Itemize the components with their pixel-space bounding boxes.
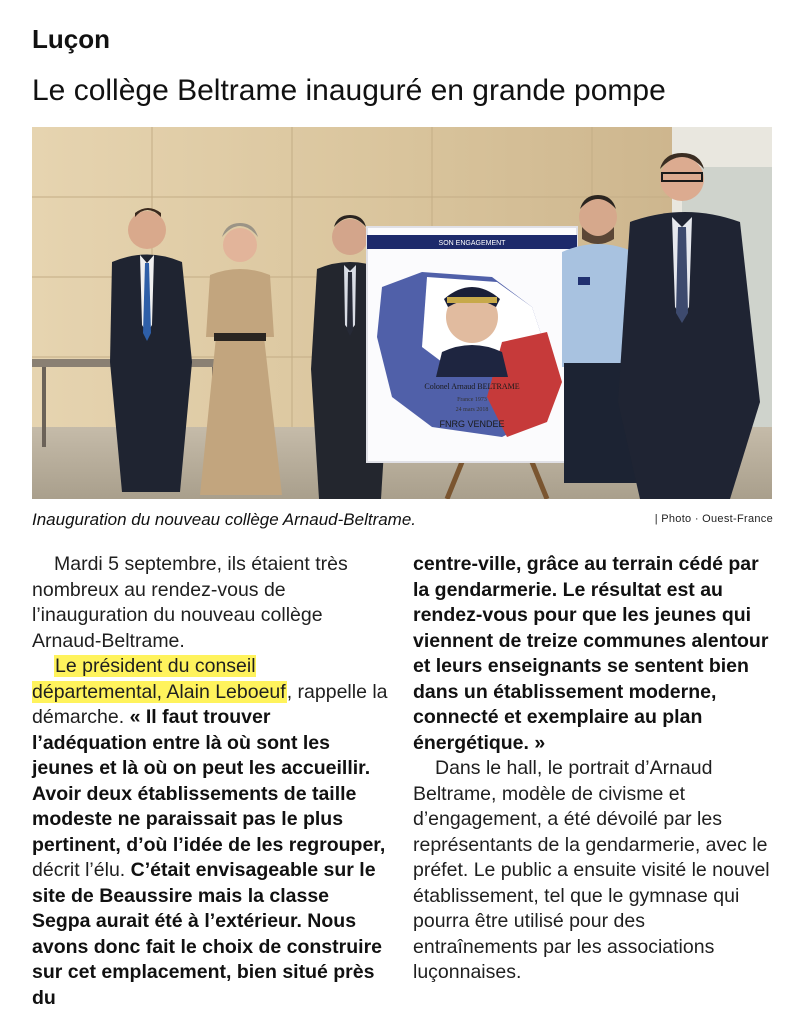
highlighted-text: Le président du conseil départemental, Alain Leboeuf xyxy=(32,655,286,703)
paragraph-4: Dans le hall, le portrait d’Arnaud Beltrame, modèle de civisme et d’engagement, a été dévoilé par les représentants de la gendarmerie, avec le préfet. Le public a ensuite visité le nouvel établissement, tel que le gymnase qui pourra être utilisé pour des entraînements par les associations luçonnaises. xyxy=(413,757,770,983)
paragraph-2-text-2: décrit l’élu. xyxy=(32,859,131,881)
article-column-right xyxy=(413,552,773,986)
poster-date-2: 24 mars 2018 xyxy=(455,407,489,413)
quote-1: « Il faut trouver l’adéquation entre là où sont les jeunes et là où on peut les accueillir. Avoir deux établissements de taille modeste ne paraissait pas le plus pertinent, d’où l’idée de les regrouper, xyxy=(32,706,386,856)
article-headline: Le collège Beltrame inauguré en grande pompe xyxy=(32,74,666,107)
poster-date-1: France 1973 xyxy=(457,397,487,403)
beltrame-poster xyxy=(367,227,577,499)
quote-2: C’était envisageable sur le site de Beaussire mais la classe Segpa aurait été à l’extérieur. Nous avons donc fait le choix de construire sur cet emplacement, bien situé près du xyxy=(32,859,383,1009)
paragraph-2 xyxy=(32,654,390,1011)
poster-footer: FNRG VENDEE xyxy=(439,419,505,429)
article-kicker: Luçon xyxy=(32,24,110,54)
article-photo xyxy=(32,127,772,499)
photo-credit: | Photo · Ouest-France xyxy=(654,513,773,525)
article-column-left xyxy=(32,552,390,1011)
paragraph-2-text: , rappelle la démarche. xyxy=(32,680,388,728)
photo-caption: Inauguration du nouveau collège Arnaud-Beltrame. xyxy=(32,510,417,529)
paragraph-1: Mardi 5 septembre, ils étaient très nombreux au rendez-vous de l’inauguration du nouveau collège Arnaud-Beltrame. xyxy=(32,553,348,652)
paragraph-3: centre-ville, grâce au terrain cédé par la gendarmerie. Le résultat est au rendez-vous pour que les jeunes qui viennent de treize communes alentour et leurs enseignants se sentent bien dans un établissement moderne, connecté et exemplaire au plan énergétique. » xyxy=(413,553,769,754)
poster-text-top: SON ENGAGEMENT xyxy=(438,240,506,247)
poster-name: Colonel Arnaud BELTRAME xyxy=(424,382,520,391)
